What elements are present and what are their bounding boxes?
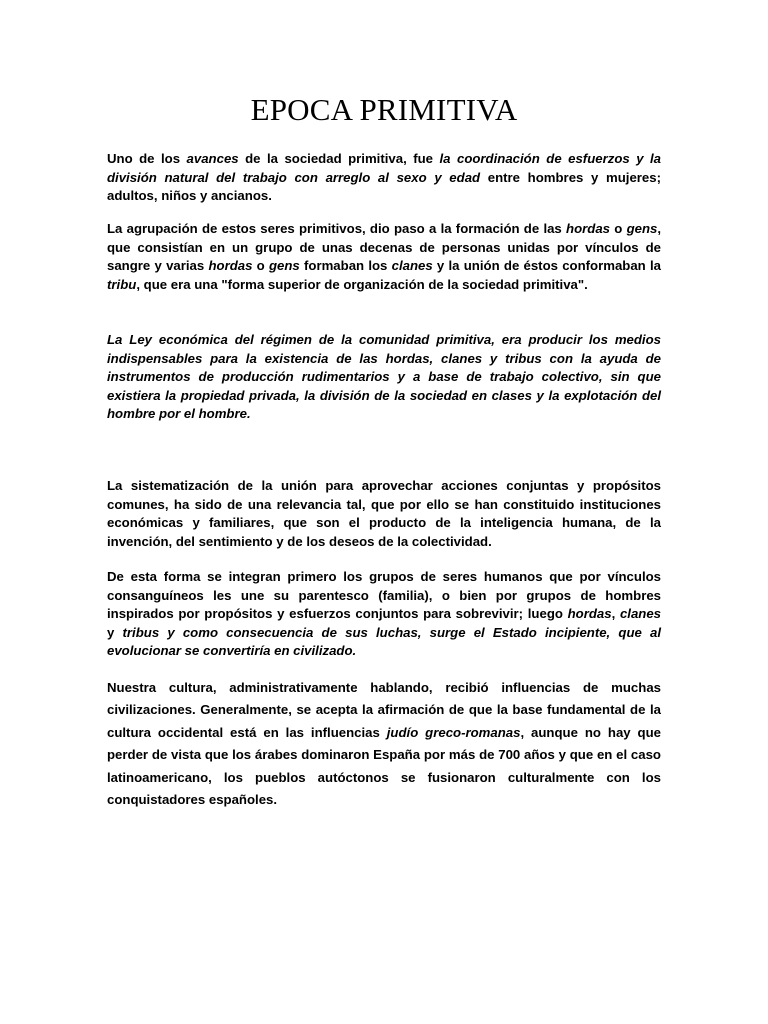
italic-text-run: gens: [626, 221, 658, 236]
italic-text-run: judío greco-romanas: [386, 724, 521, 740]
text-run: de la sociedad primitiva, fue: [238, 151, 440, 166]
paragraph-2: [107, 220, 661, 294]
text-run: ,: [611, 606, 620, 622]
text-run: , que era una "forma superior de organización de la sociedad primitiva".: [136, 276, 588, 292]
italic-text-run: tribus y como consecuencia de sus luchas, surge el Estado incipiente, que al evolucionar se convertiría en civilizado.: [107, 624, 662, 659]
italic-text-run: hordas: [566, 221, 610, 236]
document-title: EPOCA PRIMITIVA: [250, 92, 518, 127]
text-run: formaban los: [299, 258, 392, 274]
text-run: y: [107, 624, 123, 640]
text-run: o: [252, 258, 269, 274]
text-run: De esta forma se integran primero los grupos de seres humanos que por vínculos consanguíneos les une su parentesco (familia), o bien por grupos de hombres inspirados por propósitos y esfuerzos conjuntos para sobrevivir; luego: [107, 569, 661, 622]
italic-text-run: hordas: [567, 606, 612, 622]
italic-text-run: gens: [268, 258, 300, 274]
italic-text-run: tribu: [107, 276, 137, 292]
paragraph-1: [107, 150, 661, 206]
text-run: La sistematización de la unión para aprovechar acciones conjuntas y propósitos comunes, ha sido de una relevancia tal, que por ello se han constituido instituciones económicas y familiares, que son el producto de la inteligencia humana, de la invención, del sentimiento y de los deseos de la colectividad.: [107, 478, 661, 549]
italic-text-run: hordas: [208, 258, 253, 274]
paragraph-4: [107, 477, 661, 551]
text-run: , que consistían en un grupo de unas decenas de personas unidas por vínculos de sangre y varias: [107, 221, 662, 274]
text-run: , aunque no hay que perder de vista que los árabes dominaron España por más de 700 años y que en el caso latinoamericano, los pueblos autóctonos se fusionaron culturalmente con los conquistadores españoles.: [107, 724, 661, 808]
text-run: Uno de los: [107, 151, 187, 166]
text-run: y la unión de éstos conformaban la: [432, 258, 661, 274]
paragraph-6: [107, 677, 661, 811]
text-run: La agrupación de estos seres primitivos, dio paso a la formación de las: [107, 221, 567, 236]
paragraph-3: [107, 331, 661, 424]
text-run: Nuestra cultura, administrativamente hablando, recibió influencias de muchas civilizaciones. Generalmente, se acepta la afirmación de que la base fundamental de la cultura occidental está en las influencias: [107, 680, 661, 740]
italic-text-run: clanes: [619, 606, 662, 622]
paragraph-5: [107, 568, 661, 661]
italic-text-run: La Ley económica del régimen de la comunidad primitiva, era producir los medios indispensables para la existencia de las hordas, clanes y tribus con la ayuda de instrumentos de producción rudimentarios y a base de trabajo colectivo, sin que existiera la propiedad privada, la división de la sociedad en clases y la explotación del hombre por el hombre.: [107, 332, 661, 422]
italic-text-run: clanes: [391, 258, 433, 274]
italic-text-run: la coordinación de esfuerzos y la división natural del trabajo con arreglo al sexo y edad: [107, 151, 662, 185]
italic-text-run: avances: [186, 151, 239, 166]
text-run: entre hombres y mujeres; adultos, niños y ancianos.: [107, 169, 661, 204]
text-run: o: [610, 221, 627, 236]
